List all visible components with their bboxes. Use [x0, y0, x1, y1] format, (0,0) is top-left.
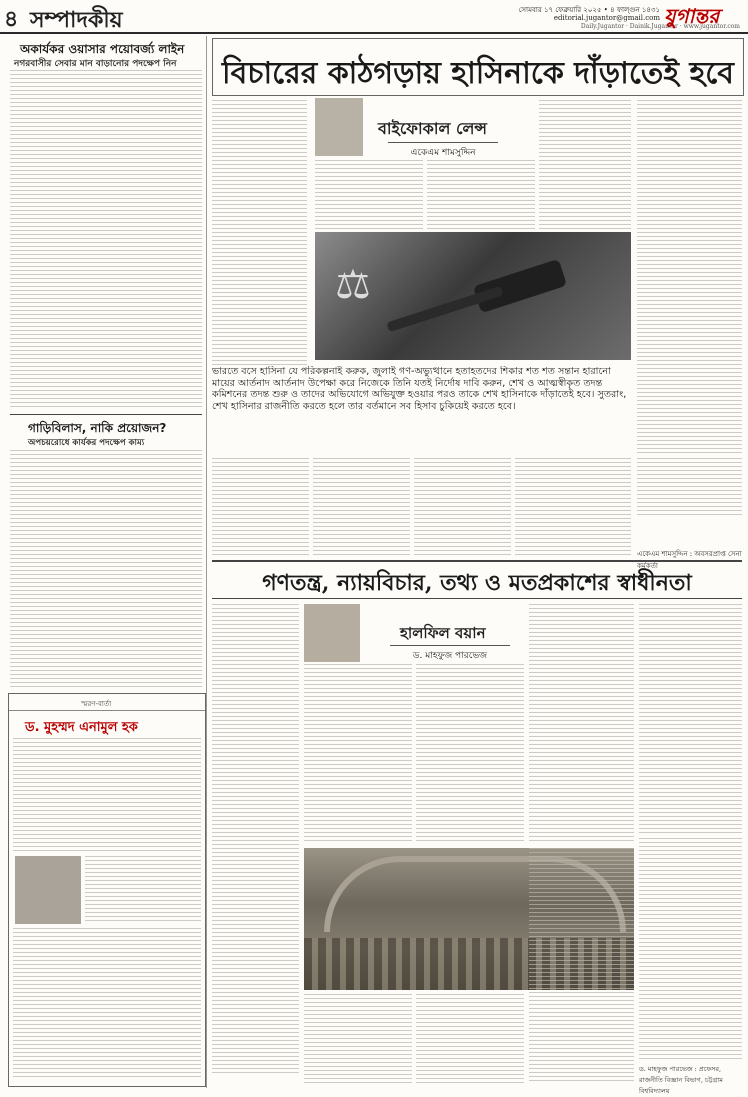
obituary-photo [15, 856, 81, 924]
obituary-body [13, 738, 201, 853]
editorial-subheading: অপচয়রোধে কার্যকর পদক্ষেপ কাম্য [28, 438, 145, 448]
article-body [212, 100, 307, 365]
obituary-body [85, 856, 201, 924]
article-body [304, 664, 412, 844]
article-body [212, 458, 309, 556]
masthead [0, 0, 748, 34]
date-line: সোমবার ১৭ ফেব্রুয়ারি ২০২৫ • ৪ ফাল্গুন ১৪৩১ [518, 6, 660, 14]
article-body [637, 458, 742, 518]
editorial-subheading: নগরবাসীর সেবার মান বাড়ানোর পদক্ষেপ নিন [14, 59, 177, 69]
obituary-box [8, 693, 206, 1087]
column-divider [206, 36, 207, 1088]
author-photo [304, 604, 360, 662]
article-body [416, 664, 524, 844]
obituary-label: স্মরণ-বার্তা [81, 700, 112, 708]
article-body [416, 994, 524, 1084]
article-body [637, 100, 742, 455]
article-body [304, 994, 412, 1084]
author-byline: ড. মাহফুজ পারভেজ [390, 645, 510, 663]
author-byline: একেএম শামসুদ্দিন [388, 142, 498, 160]
column-name: বাইফোকাল লেন্স [378, 119, 487, 138]
obituary-name: ড. মুহম্মদ এনামুল হক [25, 720, 138, 735]
author-bio: একেএম শামসুদ্দিন : অবসরপ্রাপ্ত সেনা কর্মকর্তা [637, 550, 742, 570]
article-body [529, 848, 634, 1084]
divider [10, 414, 202, 415]
article-body [212, 604, 299, 1074]
editorial-email[interactable]: editorial.jugantor@gmail.com [553, 14, 660, 22]
article-body [529, 604, 634, 844]
article-body [639, 838, 742, 1060]
gavel-head [473, 259, 567, 313]
article-headline: গণতন্ত্র, ন্যায়বিচার, তথ্য ও মতপ্রকাশের স্বাধীনতা [262, 570, 692, 596]
gavel-photo [315, 232, 631, 360]
article-headline: বিচারের কাঠগড়ায় হাসিনাকে দাঁড়াতেই হবে [222, 56, 734, 91]
article-body [539, 100, 631, 230]
headline-box [212, 38, 744, 96]
editorial-body [10, 70, 202, 408]
divider [212, 598, 742, 599]
social-links[interactable]: Daily.Jugantor · Dainik.Jugantor · www.jugantor.com [580, 23, 740, 30]
obituary-body [13, 928, 201, 1078]
article-body [427, 160, 535, 230]
pull-quote: ভারতে বসে হাসিনা যে পরিকল্পনাই করুক, জুলাই গণ-অভ্যুত্থানে হতাহতদের শিকার শত শত সন্তান হারানো মায়ের আর্তনাদ আর্তনাদ উপেক্ষা করে নিজেকে তিনি যতই নির্দোষ দাবি করুন, শেখ ও আত্মস্বীকৃত তদন্ত কমিশনের তদন্ত শুরু ও তাদের অভিযোগে অভিযুক্ত হওয়ার পরও তাকে শেখ হাসিনাকে দাঁড়াতেই হবে। সুতরাং, শেখ হাসিনার রাজনীতি করতে হলে তার বর্তমানে সব হিসাব চুকিয়েই করতে হবে। [212, 366, 627, 412]
page-number: ৪ [4, 6, 19, 32]
column-name: হালফিল বয়ান [400, 624, 486, 642]
article-body [315, 160, 423, 230]
editorial-body [10, 450, 202, 690]
newspaper-logo: যুগান্তর [664, 4, 720, 28]
author-photo [315, 98, 363, 156]
article-body [515, 458, 631, 556]
scales-icon: ⚖ [335, 262, 371, 308]
author-bio: ড. মাহফুজ পারভেজ : প্রফেসর, রাজনীতি বিজ্ঞান বিভাগ, চট্টগ্রাম বিশ্ববিদ্যালয় [639, 1065, 723, 1095]
article-body [414, 458, 511, 556]
editorial-heading: গাড়িবিলাস, নাকি প্রয়োজন? [28, 421, 167, 435]
divider [9, 710, 205, 711]
editorial-heading: অকার্যকর ওয়াসার পয়োবর্জ্য লাইন [20, 42, 185, 56]
article-body [313, 458, 410, 556]
article-body [639, 604, 742, 834]
section-name: সম্পাদকীয় [30, 7, 123, 33]
divider [212, 560, 742, 562]
